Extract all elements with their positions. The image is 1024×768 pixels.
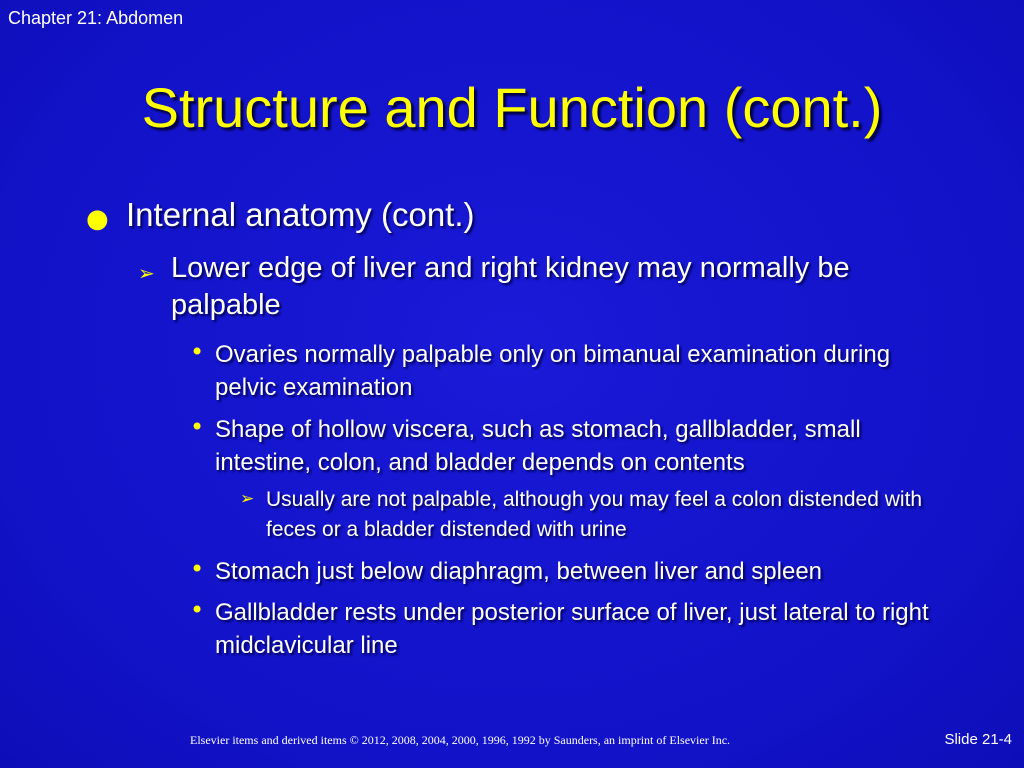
- bullet-level3-text: Shape of hollow viscera, such as stomach, gallbladder, small intestine, colon, and bladder depends on contents: [215, 416, 861, 476]
- chapter-label: Chapter 21: Abdomen: [8, 8, 184, 28]
- bullet-level3-text: Ovaries normally palpable only on bimanual examination during pelvic examination: [215, 341, 891, 401]
- bullet-level1-marker: ●: [86, 204, 109, 234]
- bullet-level3-text: Gallbladder rests under posterior surface of liver, just lateral to right midclavicular line: [215, 599, 929, 659]
- bullet-level3-marker: •: [190, 555, 205, 583]
- bullet-level3-text: Stomach just below diaphragm, between liver and spleen: [215, 558, 823, 585]
- bullet-level4-marker: ➢: [240, 489, 255, 509]
- bullet-level4-text: Usually are not palpable, although you may feel a colon distended with feces or a bladder distended with urine: [266, 488, 923, 541]
- bullet-level1-text: Internal anatomy (cont.): [126, 196, 475, 233]
- copyright-footer: Elsevier items and derived items © 2012, 2008, 2004, 2000, 1996, 1992 by Saunders, an imprint of Elsevier Inc.: [190, 733, 731, 747]
- bullet-level2-text: Lower edge of liver and right kidney may normally be palpable: [171, 252, 850, 321]
- bullet-level3-marker: •: [190, 596, 205, 624]
- bullet-level2-marker: ➢: [138, 261, 155, 285]
- slide-number: Slide 21-4: [944, 731, 1012, 748]
- bullet-level3-marker: •: [190, 338, 205, 366]
- slide-title: Structure and Function (cont.): [141, 76, 883, 139]
- bullet-level3-marker: •: [190, 413, 205, 441]
